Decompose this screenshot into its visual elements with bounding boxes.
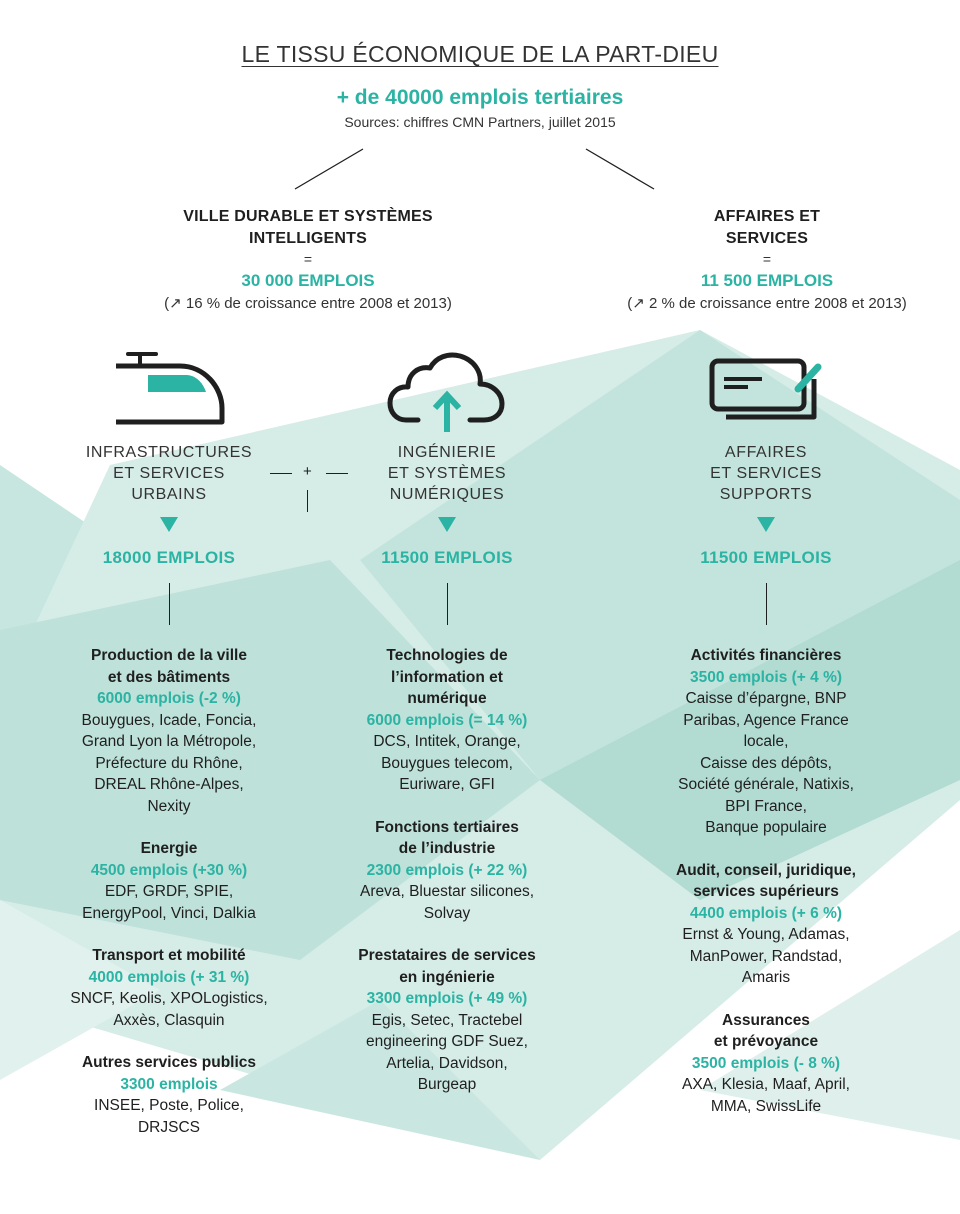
sector-title: numérique [407, 690, 487, 707]
headline: + de 40000 emplois tertiaires [336, 86, 624, 109]
down-arrow-icon [438, 517, 456, 532]
category-label: ET SYSTÈMES [387, 465, 507, 482]
company-line: SNCF, Keolis, XPOLogistics, [70, 990, 268, 1007]
company-line: Bouygues telecom, [381, 754, 513, 772]
company-line: Paribas, Agence France [683, 711, 849, 729]
sector-employment: 3500 emplois (- 8 %) [691, 1054, 841, 1072]
sector-block [49, 645, 289, 817]
vertical-connector [766, 583, 767, 625]
check-document-icon [708, 355, 824, 427]
sector-employment: 3500 emplois (+ 4 %) [689, 668, 843, 686]
branch-connectors [0, 0, 960, 200]
sector-employment: 4500 emplois (+30 %) [90, 861, 248, 879]
sector-block [327, 945, 567, 1096]
category-label: SUPPORTS [719, 486, 813, 503]
train-icon [110, 348, 230, 428]
sector-employment: 4400 emplois (+ 6 %) [689, 904, 843, 922]
company-line: Axxès, Clasquin [113, 1011, 225, 1029]
category-label: ET SERVICES [113, 465, 225, 482]
employment-infrastructures: 18000 EMPLOIS [102, 548, 236, 567]
company-line: Grand Lyon la Métropole, [81, 733, 257, 750]
company-line: Bouygues, Icade, Foncia, [81, 711, 257, 729]
category-affaires [656, 442, 876, 505]
company-line: DCS, Intitek, Orange, [373, 733, 521, 750]
sector-title: Prestataires de services [358, 947, 536, 964]
company-line: Caisse d’épargne, BNP [685, 690, 847, 707]
company-line: EDF, GRDF, SPIE, [104, 883, 234, 900]
branch-title: SERVICES [725, 230, 809, 247]
sector-title: Autres services publics [81, 1054, 257, 1071]
category-label: URBAINS [131, 486, 207, 503]
sector-title: Assurances [722, 1011, 810, 1029]
sector-title: l’information et [391, 668, 503, 686]
sector-block [646, 1010, 886, 1118]
company-line: Nexity [147, 797, 191, 815]
sector-block [49, 838, 289, 924]
company-line: Areva, Bluestar silicones, [359, 883, 535, 900]
company-line: Burgeap [417, 1076, 477, 1093]
branch-affaires-services [597, 206, 937, 314]
equals-sign: = [762, 251, 772, 267]
sector-block [327, 817, 567, 925]
sources-note: Sources: chiffres CMN Partners, juillet 2015 [344, 114, 616, 130]
column-infrastructures [49, 645, 289, 1159]
sector-title: et des bâtiments [107, 668, 231, 686]
vertical-connector [169, 583, 170, 625]
sector-block [49, 945, 289, 1031]
cloud-upload-icon [386, 350, 508, 434]
company-line: Solvay [423, 904, 471, 922]
connector-line-down [307, 490, 308, 512]
sector-block [49, 1052, 289, 1138]
company-line: locale, [743, 733, 789, 750]
sector-title: services supérieurs [693, 883, 839, 900]
category-label: INGÉNIERIE [397, 444, 497, 461]
sector-employment: 4000 emplois (+ 31 %) [88, 968, 250, 986]
company-line: INSEE, Poste, Police, [94, 1097, 244, 1114]
connector-line-left [270, 473, 292, 474]
down-arrow-icon [160, 517, 178, 532]
category-ingenierie [337, 442, 557, 505]
connector-line-right [326, 473, 348, 474]
sector-block [327, 645, 567, 796]
company-line: Amaris [741, 969, 791, 986]
branch-ville-durable [128, 206, 488, 314]
sector-title: Technologies de [386, 647, 508, 664]
sector-block [646, 860, 886, 989]
company-line: Banque populaire [705, 819, 827, 836]
category-label: AFFAIRES [724, 444, 808, 461]
sector-title: Production de la ville [91, 647, 247, 664]
company-line: Artelia, Davidson, [386, 1054, 508, 1072]
sector-title: Fonctions tertiaires [375, 818, 519, 836]
column-affaires [646, 645, 886, 1138]
plus-sign: + [303, 463, 312, 480]
company-line: Euriware, GFI [399, 776, 495, 793]
company-line: Préfecture du Rhône, [95, 754, 243, 772]
sector-employment: 6000 emplois (-2 %) [97, 690, 241, 707]
branch-growth: (↗ 2 % de croissance entre 2008 et 2013) [627, 295, 907, 312]
company-line: EnergyPool, Vinci, Dalkia [82, 904, 256, 922]
branch-title: VILLE DURABLE ET SYSTÈMES [183, 208, 433, 225]
sector-employment: 3300 emplois [120, 1075, 218, 1093]
company-line: engineering GDF Suez, [366, 1033, 528, 1050]
branch-employment: 30 000 EMPLOIS [241, 271, 375, 290]
category-infrastructures [59, 442, 279, 505]
column-ingenierie [327, 645, 567, 1117]
company-line: ManPower, Randstad, [689, 947, 843, 965]
sector-employment: 2300 emplois (+ 22 %) [366, 861, 528, 879]
sector-title: Transport et mobilité [92, 947, 246, 964]
sector-title: en ingénierie [399, 968, 495, 986]
category-label: NUMÉRIQUES [389, 486, 505, 503]
vertical-connector [447, 583, 448, 625]
branch-growth: (↗ 16 % de croissance entre 2008 et 2013) [164, 295, 452, 312]
sector-employment: 3300 emplois (+ 49 %) [366, 990, 528, 1007]
sector-title: Activités financières [690, 647, 842, 664]
equals-sign: = [303, 251, 313, 267]
sector-title: de l’industrie [398, 840, 496, 857]
company-line: Egis, Setec, Tractebel [371, 1011, 523, 1029]
sector-title: Energie [140, 840, 198, 857]
sector-block [646, 645, 886, 839]
branch-employment: 11 500 EMPLOIS [700, 271, 834, 290]
sector-title: et prévoyance [713, 1033, 819, 1050]
company-line: Caisse des dépôts, [700, 754, 832, 772]
employment-ingenierie: 11500 EMPLOIS [381, 548, 513, 567]
company-line: AXA, Klesia, Maaf, April, [682, 1076, 850, 1093]
page-title: LE TISSU ÉCONOMIQUE DE LA PART-DIEU [241, 41, 719, 67]
branch-title: INTELLIGENTS [249, 230, 367, 247]
down-arrow-icon [757, 517, 775, 532]
sector-employment: 6000 emplois (= 14 %) [366, 711, 528, 729]
employment-affaires: 11500 EMPLOIS [700, 548, 832, 567]
sector-title: Audit, conseil, juridique, [676, 861, 856, 879]
company-line: DRJSCS [137, 1118, 200, 1136]
category-label: ET SERVICES [710, 465, 822, 482]
company-line: MMA, SwissLife [710, 1097, 822, 1115]
company-line: Société générale, Natixis, [678, 776, 854, 793]
category-label: INFRASTRUCTURES [85, 444, 253, 461]
company-line: Ernst & Young, Adamas, [682, 926, 850, 943]
company-line: DREAL Rhône-Alpes, [94, 776, 244, 793]
company-line: BPI France, [725, 797, 807, 815]
branch-title: AFFAIRES ET [713, 208, 821, 225]
